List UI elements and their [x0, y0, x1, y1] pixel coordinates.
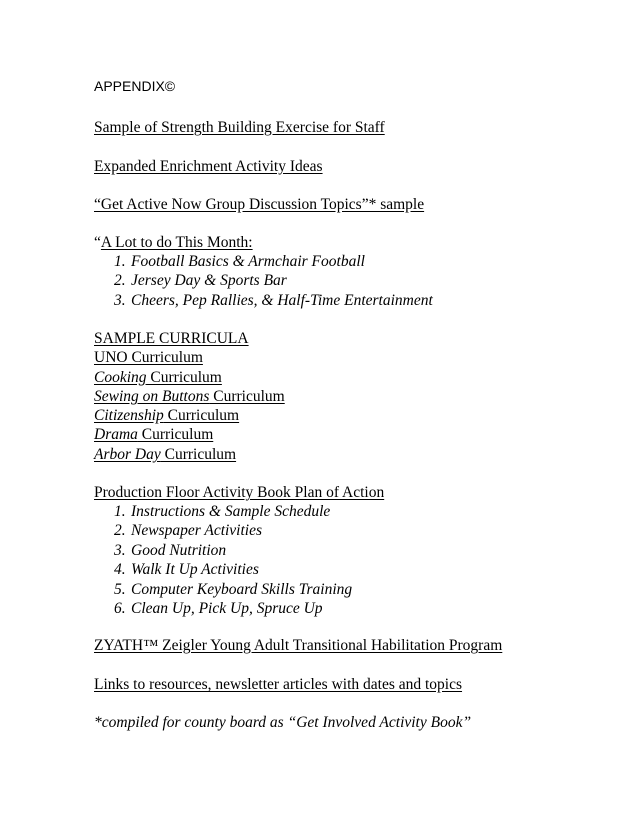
curriculum-suffix: Curriculum: [160, 446, 237, 463]
drama-curriculum-link[interactable]: [94, 425, 213, 444]
list-item: [94, 560, 352, 579]
list-number: 3.: [114, 541, 126, 559]
arbor-day-curriculum-link[interactable]: [94, 445, 236, 464]
appendix-heading: APPENDIX©: [94, 78, 176, 94]
curriculum-topic: Cooking: [94, 369, 147, 386]
list-item: [94, 521, 352, 540]
list-number: 6.: [114, 600, 126, 618]
curriculum-suffix: Curriculum: [146, 369, 222, 386]
resources-link[interactable]: Links to resources, newsletter articles with dates and topics: [94, 676, 463, 693]
sample-curricula-title[interactable]: SAMPLE CURRICULA: [94, 330, 249, 347]
month-activities-list: [94, 252, 433, 310]
curriculum-topic: Citizenship: [94, 407, 164, 424]
curriculum-suffix: Curriculum: [137, 426, 214, 443]
strength-exercise-link[interactable]: Sample of Strength Building Exercise for Staff: [94, 119, 385, 136]
list-item: [94, 599, 352, 618]
curriculum-topic: Sewing on Buttons: [94, 388, 210, 405]
list-number: 1.: [114, 253, 126, 270]
discussion-topics-link[interactable]: “Get Active Now Group Discussion Topics”* sample: [94, 196, 425, 213]
list-number: 2.: [114, 522, 126, 540]
curriculum-suffix: Curriculum: [163, 407, 240, 424]
cooking-curriculum-link[interactable]: [94, 368, 222, 387]
list-number: 3.: [114, 291, 126, 309]
curriculum-topic: Drama: [94, 426, 138, 443]
month-title-quote: “: [94, 234, 101, 251]
production-activities-list: [94, 502, 352, 618]
compiled-footnote: *compiled for county board as “Get Involved Activity Book”: [94, 714, 472, 731]
list-item: [94, 291, 433, 310]
curriculum-topic: Arbor Day: [94, 446, 161, 463]
list-item-text: Football Basics & Armchair Football: [131, 253, 365, 270]
list-item-text: Computer Keyboard Skills Training: [131, 580, 353, 598]
list-number: 2.: [114, 272, 126, 290]
list-number: 4.: [114, 561, 126, 579]
uno-curriculum-link[interactable]: UNO Curriculum: [94, 349, 203, 366]
list-item-text: Clean Up, Pick Up, Spruce Up: [131, 600, 323, 618]
month-section-title[interactable]: [94, 233, 253, 252]
list-item: [94, 541, 352, 560]
sewing-curriculum-link[interactable]: [94, 387, 285, 406]
list-item: [94, 502, 352, 521]
production-floor-link[interactable]: Production Floor Activity Book Plan of Action: [94, 484, 385, 501]
list-item-text: Good Nutrition: [131, 541, 227, 559]
list-item: [94, 271, 433, 290]
zyath-program-link[interactable]: ZYATH™ Zeigler Young Adult Transitional Habilitation Program: [94, 637, 503, 654]
list-number: 1.: [114, 503, 126, 520]
list-item-text: Instructions & Sample Schedule: [131, 503, 331, 520]
list-item: [94, 580, 352, 599]
list-number: 5.: [114, 580, 126, 598]
list-item-text: Newspaper Activities: [131, 522, 263, 540]
list-item: [94, 252, 433, 271]
citizenship-curriculum-link[interactable]: [94, 406, 239, 425]
list-item-text: Cheers, Pep Rallies, & Half-Time Entertainment: [131, 291, 433, 309]
list-item-text: Walk It Up Activities: [131, 561, 259, 579]
month-title-text: A Lot to do This Month:: [100, 234, 253, 251]
curriculum-suffix: Curriculum: [209, 388, 285, 405]
enrichment-ideas-link[interactable]: Expanded Enrichment Activity Ideas: [94, 158, 323, 175]
list-item-text: Jersey Day & Sports Bar: [131, 272, 287, 290]
